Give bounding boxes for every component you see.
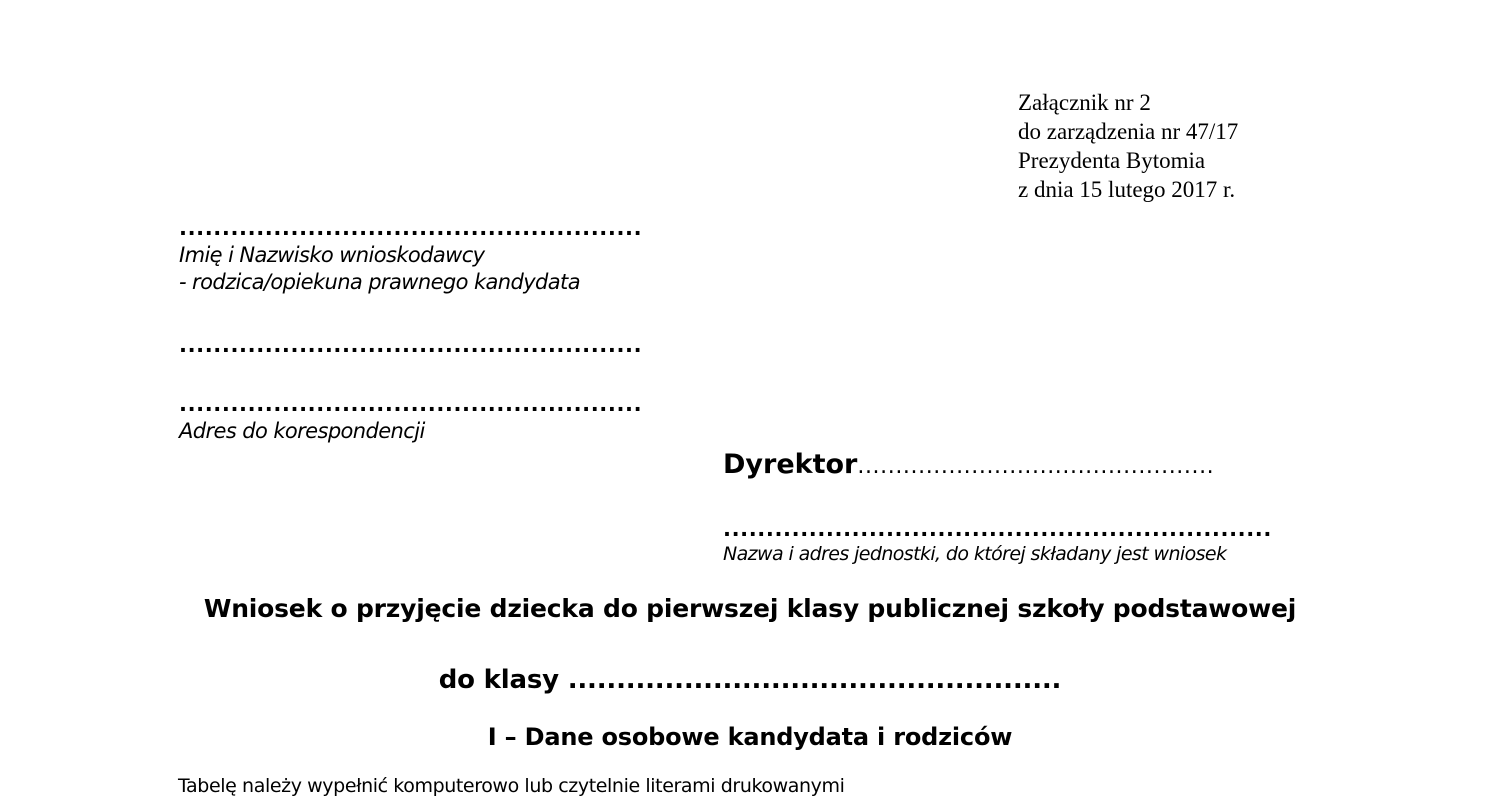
form-note: Tabelę należy wypełnić komputerowo lub czytelnie literami drukowanymi <box>178 775 845 797</box>
form-title: Wniosek o przyjęcie dziecka do pierwszej klasy publicznej szkoły podstawowej <box>203 594 1297 623</box>
director-line <box>723 447 1214 485</box>
annex-header <box>1018 88 1238 204</box>
applicant-name-caption: Imię i Nazwisko wnioskodawcy <box>179 243 485 267</box>
section-title: I – Dane osobowe kandydata i rodziców <box>487 723 1013 751</box>
annex-line-2: do zarządzenia nr 47/17 <box>1018 119 1239 144</box>
director-label: Dyrektor <box>723 449 858 480</box>
unit-field[interactable]: ................................................................ <box>723 517 1272 541</box>
applicant-role-caption: - rodzica/opiekuna prawnego kandydata <box>179 270 580 294</box>
director-field[interactable]: ............................................... <box>857 454 1215 479</box>
annex-line-1: Załącznik nr 2 <box>1018 90 1151 115</box>
address-caption: Adres do korespondencji <box>179 419 425 443</box>
unit-caption: Nazwa i adres jednostki, do której składany jest wniosek <box>723 543 1227 565</box>
annex-line-4: z dnia 15 lutego 2017 r. <box>1018 177 1236 202</box>
address-field-2[interactable]: ...................................................... <box>179 392 643 416</box>
annex-line-3: Prezydenta Bytomia <box>1018 148 1206 173</box>
address-field-1[interactable]: ...................................................... <box>179 333 643 357</box>
class-line[interactable]: do klasy ................................................... <box>438 665 1062 695</box>
applicant-name-field[interactable]: ...................................................... <box>179 216 643 240</box>
